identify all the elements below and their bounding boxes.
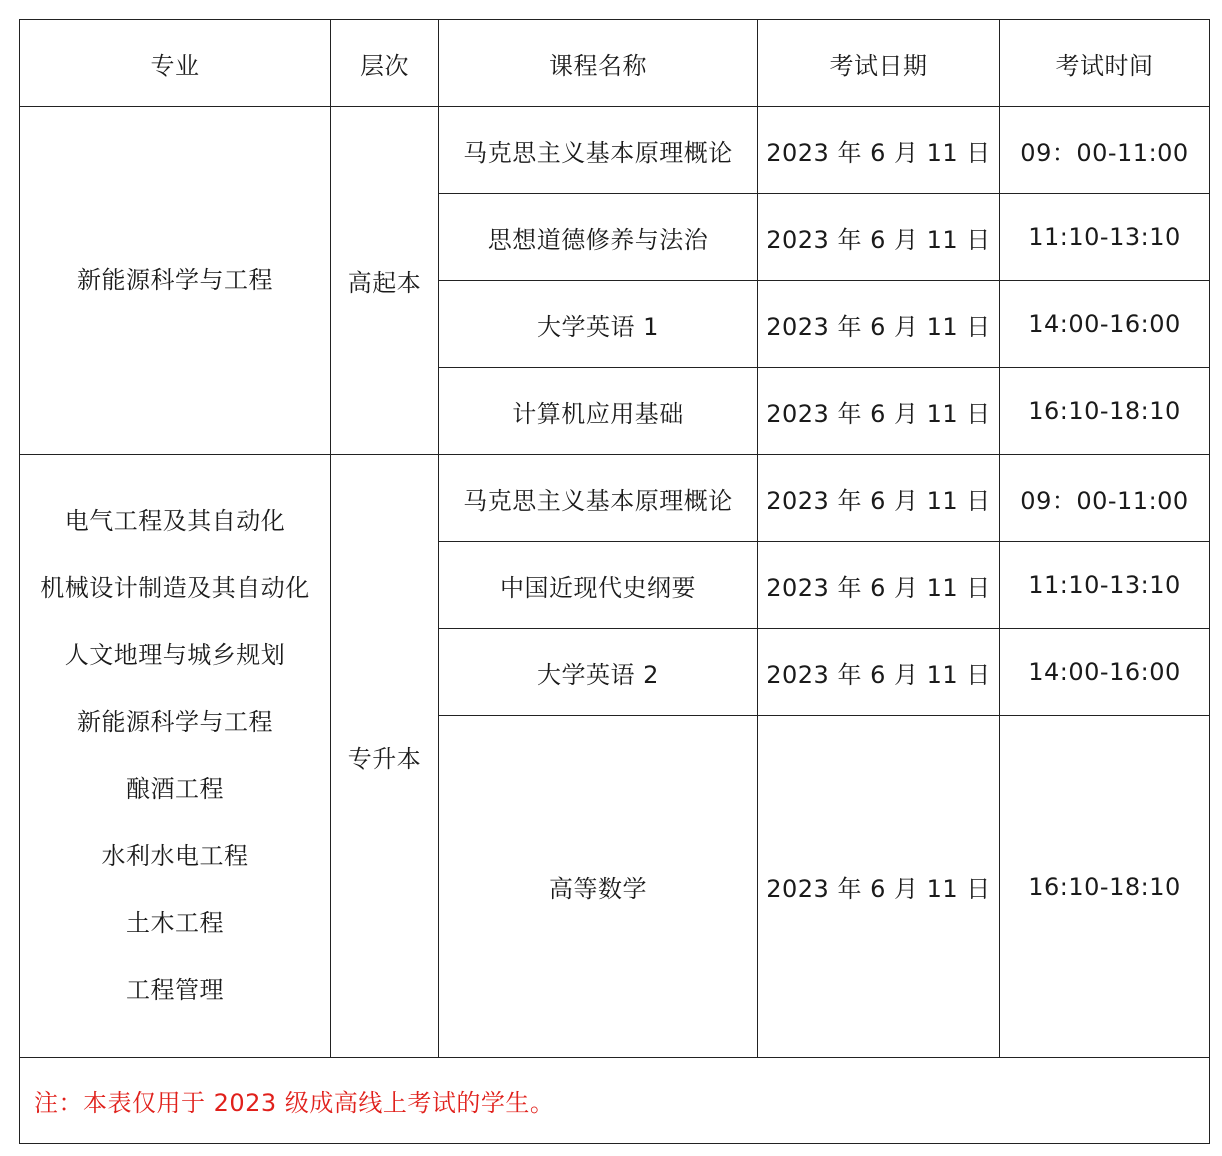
date-cell: 2023 年 6 月 11 日 [758,716,1000,1058]
course-cell: 计算机应用基础 [439,368,758,455]
header-major: 专业 [20,20,331,107]
majors-cell [20,107,331,455]
course-cell: 马克思主义基本原理概论 [439,455,758,542]
table-row [20,107,1210,194]
date-cell: 2023 年 6 月 11 日 [758,281,1000,368]
level-cell: 专升本 [331,455,439,1058]
time-cell: 16:10-18:10 [1000,368,1210,455]
table-row [20,455,1210,542]
course-cell: 大学英语 1 [439,281,758,368]
major-name: 机械设计制造及其自动化 [40,574,310,602]
time-cell: 09：00-11:00 [1000,455,1210,542]
header-level: 层次 [331,20,439,107]
course-cell: 中国近现代史纲要 [439,542,758,629]
time-cell: 11:10-13:10 [1000,542,1210,629]
majors-cell [20,455,331,1058]
header-exam-time: 考试时间 [1000,20,1210,107]
time-cell: 11:10-13:10 [1000,194,1210,281]
date-cell: 2023 年 6 月 11 日 [758,455,1000,542]
time-cell: 14:00-16:00 [1000,281,1210,368]
time-cell: 09：00-11:00 [1000,107,1210,194]
major-name: 电气工程及其自动化 [64,507,286,535]
header-exam-date: 考试日期 [758,20,1000,107]
exam-schedule-table [19,19,1210,1144]
major-name: 土木工程 [126,909,224,937]
date-cell: 2023 年 6 月 11 日 [758,194,1000,281]
level-cell: 高起本 [331,107,439,455]
course-cell: 大学英语 2 [439,629,758,716]
note-text: 注：本表仅用于 2023 级成高线上考试的学生。 [34,1089,555,1117]
major-name: 酿酒工程 [126,775,224,803]
table-header-row [20,20,1210,107]
date-cell: 2023 年 6 月 11 日 [758,107,1000,194]
course-cell: 高等数学 [439,716,758,1058]
date-cell: 2023 年 6 月 11 日 [758,629,1000,716]
course-cell: 思想道德修养与法治 [439,194,758,281]
time-cell: 16:10-18:10 [1000,716,1210,1058]
major-name: 水利水电工程 [101,842,249,870]
major-name: 新能源科学与工程 [77,708,273,736]
major-name: 人文地理与城乡规划 [64,641,286,669]
major-name: 新能源科学与工程 [77,266,273,294]
course-cell: 马克思主义基本原理概论 [439,107,758,194]
major-name: 工程管理 [126,976,224,1004]
note-cell [20,1058,1210,1144]
time-cell: 14:00-16:00 [1000,629,1210,716]
date-cell: 2023 年 6 月 11 日 [758,368,1000,455]
note-row [20,1058,1210,1144]
header-course: 课程名称 [439,20,758,107]
date-cell: 2023 年 6 月 11 日 [758,542,1000,629]
